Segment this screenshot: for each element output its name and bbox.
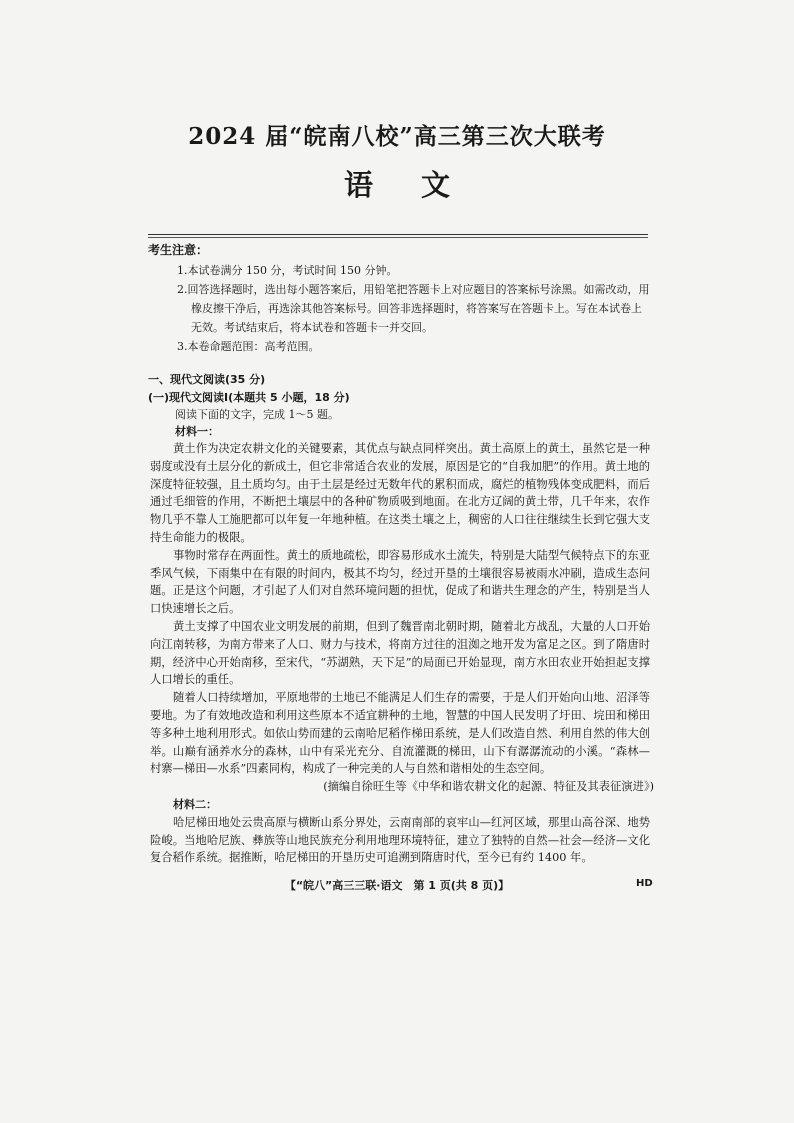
passage-source: (摘编自徐旺生等《中华和谐农耕文化的起源、特征及其表征演进》) <box>323 780 654 794</box>
subject-title: 语文 <box>343 168 498 202</box>
passage-paragraph: 黄土支撑了中国农业文明发展的前期，但到了魏晋南北朝时期，随着北方战乱，大量的人口开始向江南转移，为南方带来了人口、财力与技术，将南方过往的沮洳之地开发为富足之区。到了隋唐时期，经济中心开始南移，至宋代，“苏湖熟，天下足”的局面已开始显现，南方水田农业开始担起支撑人口增长的重任。 <box>150 619 650 687</box>
section-subtitle: (一)现代文阅读Ⅰ(本题共 5 小题，18 分) <box>148 391 350 404</box>
material1-label: 材料一： <box>175 425 219 438</box>
passage-paragraph: 黄土作为决定农耕文化的关键要素，其优点与缺点同样突出。黄土高原上的黄土，虽然它是一种弱度或没有土层分化的新成土，但它非常适合农业的发展，原因是它的“自我加肥”的作用。黄土地的深度特征较强，且土质均匀。由于土层是经过无数年代的累积而成，腐烂的植物残体变成肥料，而后通过毛细管的作用，不断把土壤层中的各种矿物质吸到地面。在北方辽阔的黄土带，几千年来，农作物几乎不靠人工施肥都可以年复一年地种植。在这类土壤之上，稠密的人口往往继续生长到它强大支持生命能力的极限。 <box>150 442 650 544</box>
notice-item: 2.回答选择题时，选出每小题答案后，用铅笔把答题卡上对应题目的答案标号涂黑。如需改动，用橡皮擦干净后，再选涂其他答案标号。回答非选择题时，将答案写在答题卡上。写在本试卷上无效。考试结束后，将本试卷和答题卡一并交回。 <box>177 283 650 334</box>
exam-title: 2024 届“皖南八校”高三第三次大联考 <box>188 123 606 150</box>
divider-thin <box>148 237 648 238</box>
passage-paragraph: 事物时常存在两面性。黄土的质地疏松，即容易形成水土流失，特别是大陆型气候特点下的东亚季风气候，下雨集中在有限的时间内，极其不均匀，经过开垦的土壤很容易被雨水冲刷，造成生态问题。正是这个问题，才引起了人们对自然环境问题的担忧，促成了和谐共生理念的产生，特别是当人口快速增长之后。 <box>150 548 650 616</box>
footer-code: HD <box>636 878 653 889</box>
notice-item: 1.本试卷满分 150 分，考试时间 150 分钟。 <box>177 264 398 277</box>
material2-label: 材料二： <box>173 797 217 811</box>
notice-list <box>177 261 651 356</box>
section-title: 一、现代文阅读(35 分) <box>148 373 266 386</box>
passage-paragraph: 随着人口持续增加，平原地带的土地已不能满足人们生存的需要，于是人们开始向山地、沼泽等要地。为了有效地改造和利用这些原本不适宜耕种的土地，智慧的中国人民发明了圩田、垸田和梯田等多种土地利用形式。如依山势而建的云南哈尼稻作梯田系统，是人们改造自然、利用自然的伟大创举。山巅有涵养水分的森林，山中有采光充分、自流灌溉的梯田，山下有潺潺流动的小溪。“森林—村寨—梯田—水系”四素同构，构成了一种完美的人与自然和谐相处的生态空间。 <box>150 691 650 776</box>
reading-passage <box>150 440 654 867</box>
notice-heading: 考生注意： <box>148 243 209 257</box>
notice-item: 3.本卷命题范围：高考范围。 <box>177 340 320 353</box>
page-footer: 【“皖八”高三三联·语文 第 1 页(共 8 页)】 <box>284 879 510 892</box>
reading-instruction: 阅读下面的文字，完成 1～5 题。 <box>175 408 339 421</box>
divider-thick <box>148 234 648 235</box>
passage-paragraph: 哈尼梯田地处云贵高原与横断山系分界处，云南南部的哀牢山—红河区域，那里山高谷深、地势险峻。当地哈尼族、彝族等山地民族充分利用地理环境特征，建立了独特的自然—社会—经济—文化复合稻作系统。据推断，哈尼梯田的开垦历史可追溯到隋唐时代，至今已有约 1400 年。 <box>150 815 650 865</box>
